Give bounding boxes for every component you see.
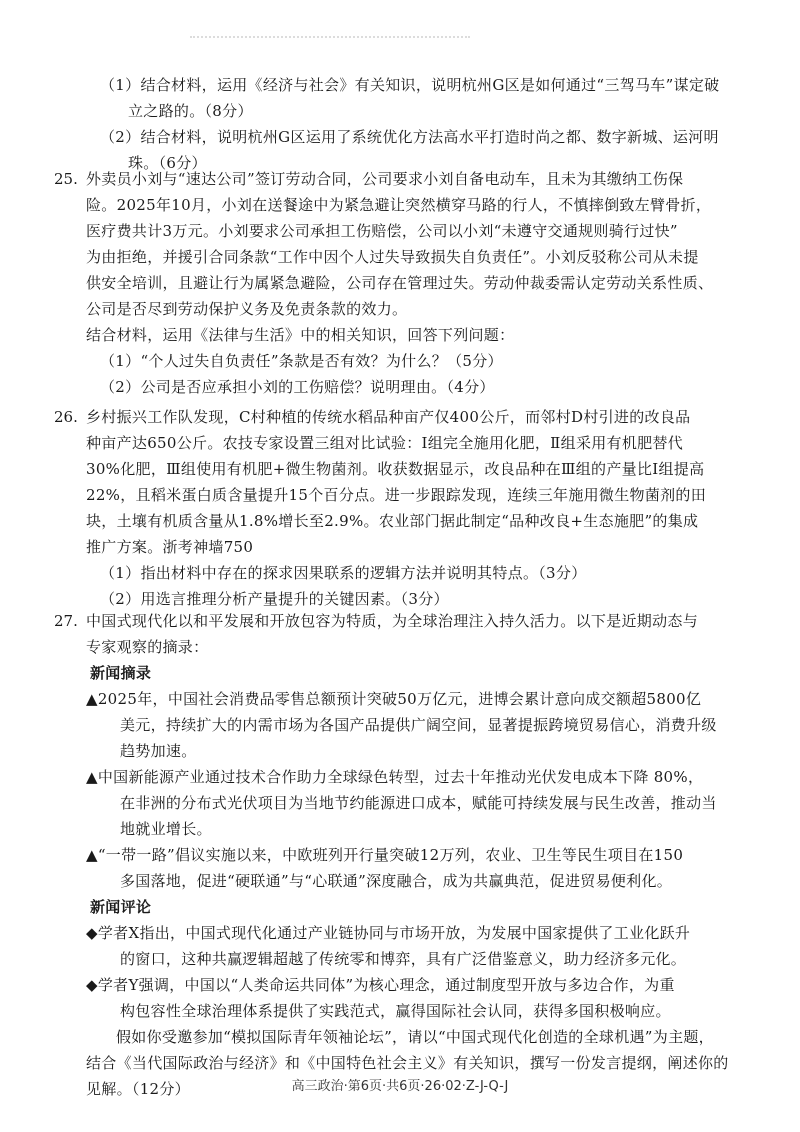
cropped-header-fragment <box>190 36 470 48</box>
diamond-bullet-icon: ◆ <box>86 976 98 994</box>
q25-text-line: 供安全培训，且避让行为属紧急避险，公司存在管理过失。劳动仲裁委需认定劳动关系性质、 <box>86 274 714 292</box>
q27-intro-line: 专家观察的摘录： <box>86 638 209 656</box>
triangle-bullet-icon: ▲ <box>86 768 98 786</box>
q24-sub1-line1: （1）结合材料，运用《经济与社会》有关知识，说明杭州G区是如何通过“三驾马车”谋定破 <box>100 76 720 94</box>
news-item: ▲中国新能源产业通过技术合作助力全球绿色转型，过去十年推动光伏发电成本下降 80%， <box>86 768 704 786</box>
q24-sub2-line1: （2）结合材料，说明杭州G区运用了系统优化方法高水平打造时尚之都、数字新城、运河明 <box>100 128 719 146</box>
question-25 <box>54 166 766 400</box>
comment-item-cont: 的窗口，这种共赢逻辑超越了传统零和博弈，具有广泛借鉴意义，助力经济多元化。 <box>120 950 687 968</box>
q25-text-line: 外卖员小刘与“速达公司”签订劳动合同，公司要求小刘自备电动车，且未为其缴纳工伤保 <box>86 170 684 188</box>
news-item: ▲“一带一路”倡议实施以来，中欧班列开行量突破12万列，农业、卫生等民生项目在150 <box>86 846 684 864</box>
page-footer: 高三政治·第6页·共6页·26·02·Z-J-Q-J <box>291 1079 509 1094</box>
q25-sub2: （2）公司是否应承担小刘的工伤赔偿？说明理由。（4分） <box>100 378 495 396</box>
news-item-cont: 美元，持续扩大的内需市场为各国产品提供广阔空间，显著提振跨境贸易信心，消费升级 <box>120 716 717 734</box>
q26-sub1: （1）指出材料中存在的探求因果联系的逻辑方法并说明其特点。（3分） <box>100 564 587 582</box>
q25-prompt: 结合材料，运用《法律与生活》中的相关知识，回答下列问题： <box>86 326 515 344</box>
question-number: 25. <box>54 170 78 188</box>
question-number: 27. <box>54 612 78 630</box>
question-number: 26. <box>54 408 78 426</box>
question-27 <box>54 608 766 1102</box>
q25-text-line: 公司是否尽到劳动保护义务及免责条款的效力。 <box>86 300 408 318</box>
news-item-cont: 在非洲的分布式光伏项目为当地节约能源进口成本，赋能可持续发展与民生改善，推动当 <box>120 794 717 812</box>
news-item: ▲2025年，中国社会消费品零售总额预计突破50万亿元，进博会累计意向成交额超5800亿 <box>86 690 702 708</box>
comment-item: ◆学者X指出，中国式现代化通过产业链协同与市场开放，为发展中国家提供了工业化跃升 <box>86 924 691 942</box>
q26-text-line: 推广方案。浙考神墙750 <box>86 538 254 556</box>
task-line: 结合《当代国际政治与经济》和《中国特色社会主义》有关知识，撰写一份发言提纲，阐述你的 <box>86 1054 729 1072</box>
q25-text-line: 为由拒绝，并援引合同条款“工作中因个人过失导致损失自负责任”。小刘反驳称公司从未提 <box>86 248 699 266</box>
q26-text-line: 种亩产达650公斤。农技专家设置三组对比试验：Ⅰ组完全施用化肥，Ⅱ组采用有机肥替代 <box>86 434 684 452</box>
comment-item: ◆学者Y强调，中国以“人类命运共同体”为核心理念，通过制度型开放与多边合作，为重 <box>86 976 675 994</box>
q24-sub1-line2: 立之路的。（8分） <box>128 102 253 120</box>
question-24-subquestions <box>86 72 766 176</box>
news-item-cont: 多国落地，促进“硬联通”与“心联通”深度融合，成为共赢典范，促进贸易便利化。 <box>120 872 673 890</box>
q26-text-line: 22%，且稻米蛋白质含量提升15个百分点。进一步跟踪发现，连续三年施用微生物菌剂的田 <box>86 486 707 504</box>
news-item-cont: 地就业增长。 <box>120 820 212 838</box>
q26-text-line: 块，土壤有机质含量从1.8%增长至2.9%。农业部门据此制定“品种改良+生态施肥”的集成 <box>86 512 699 530</box>
triangle-bullet-icon: ▲ <box>86 690 98 708</box>
question-26 <box>54 404 766 612</box>
triangle-bullet-icon: ▲ <box>86 846 98 864</box>
q27-intro-line: 中国式现代化以和平发展和开放包容为特质，为全球治理注入持久活力。以下是近期动态与 <box>86 612 699 630</box>
q25-sub1: （1）“个人过失自负责任”条款是否有效？为什么？（5分） <box>100 352 503 370</box>
q25-text-line: 医疗费共计3万元。小刘要求公司承担工伤赔偿，公司以小刘“未遵守交通规则骑行过快” <box>86 222 678 240</box>
q25-text-line: 险。2025年10月，小刘在送餐途中为紧急避让突然横穿马路的行人，不慎摔倒致左臂骨折， <box>86 196 712 214</box>
task-line: 假如你受邀参加“模拟国际青年领袖论坛”，请以“中国式现代化创造的全球机遇”为主题， <box>116 1028 714 1046</box>
q26-text-line: 乡村振兴工作队发现，C村种植的传统水稻品种亩产仅400公斤，而邻村D村引进的改良品 <box>86 408 691 426</box>
comment-item-cont: 构包容性全球治理体系提供了实践范式，赢得国际社会认同，获得多国积极响应。 <box>120 1002 671 1020</box>
q24-sub2-line2: 珠。（6分） <box>128 154 207 172</box>
news-item-cont: 趋势加速。 <box>120 742 197 760</box>
q26-sub2: （2）用选言推理分析产量提升的关键因素。（3分） <box>100 590 449 608</box>
task-line: 见解。（12分） <box>86 1080 190 1098</box>
q26-text-line: 30%化肥，Ⅲ组使用有机肥+微生物菌剂。收获数据显示，改良品种在Ⅲ组的产量比Ⅰ组提高 <box>86 460 705 478</box>
comment-section-title: 新闻评论 <box>90 898 152 916</box>
news-section-title: 新闻摘录 <box>90 664 152 682</box>
diamond-bullet-icon: ◆ <box>86 924 98 942</box>
